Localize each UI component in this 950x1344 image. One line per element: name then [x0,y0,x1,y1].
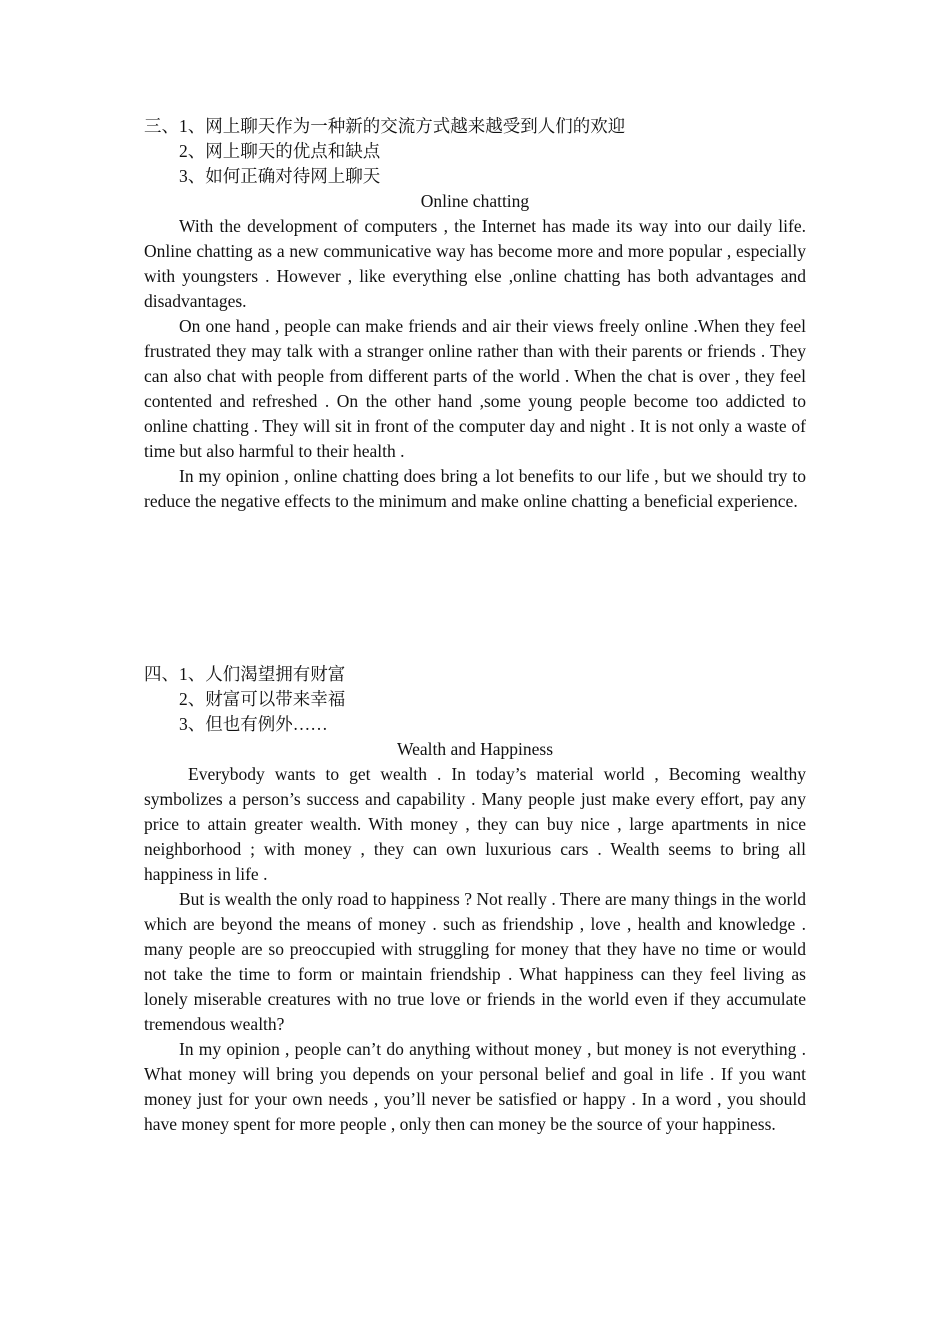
essay-paragraph: Everybody wants to get wealth . In today’s material world , Becoming wealthy symbolizes a person’s success and capability . Many people just make every effort, pay any price to attain greater wealth. With money , they can buy nice , large apartments in nice neighborhood ; with money , they can own luxurious cars . Wealth seems to bring all happiness in life . [144,764,806,884]
essay-paragraph: With the development of computers , the Internet has made its way into our daily life. Online chatting as a new communicative way has become more and more popular , especially with youngsters . However , like everything else ,online chatting has both advantages and disadvantages. [144,216,806,311]
outline-item: 2、财富可以带来幸福 [179,689,346,709]
essay-paragraph: In my opinion , online chatting does bring a lot benefits to our life , but we should try to reduce the negative effects to the minimum and make online chatting a beneficial experience. [144,466,806,511]
essay-paragraph: But is wealth the only road to happiness ? Not really . There are many things in the world which are beyond the means of money . such as friendship , love , health and knowledge . many people are so preoccupied with struggling for money that they have no time or would not take the time to form or maintain friendship . What happiness can they feel living as lonely miserable creatures with no true love or friends in the world even if they accumulate tremendous wealth? [144,889,806,1034]
essay-title: Wealth and Happiness [396,739,554,759]
outline-item: 3、但也有例外…… [179,714,328,734]
essay-section-wealth-happiness [144,662,806,1137]
outline-item: 四、1、人们渴望拥有财富 [144,664,346,684]
essay-section-online-chatting [144,114,806,514]
essay-paragraph: In my opinion , people can’t do anything without money , but money is not everything . What money will bring you depends on your personal belief and goal in life . If you want money just for your own needs , you’ll never be satisfied or happy . In a word , you should have money spent for more people , only then can money be the source of your happiness. [144,1039,806,1134]
outline-item: 2、网上聊天的优点和缺点 [179,141,381,161]
outline-item: 3、如何正确对待网上聊天 [179,166,381,186]
essay-paragraph: On one hand , people can make friends and air their views freely online .When they feel frustrated they may talk with a stranger online rather than with their parents or friends . They can also chat with people from different parts of the world . When the chat is over , they feel contented and refreshed . On the other hand ,some young people become too addicted to online chatting . They will sit in front of the computer day and night . It is not only a waste of time but also harmful to their health . [144,316,806,461]
outline-item: 三、1、网上聊天作为一种新的交流方式越来越受到人们的欢迎 [144,116,626,136]
essay-title: Online chatting [420,191,530,211]
